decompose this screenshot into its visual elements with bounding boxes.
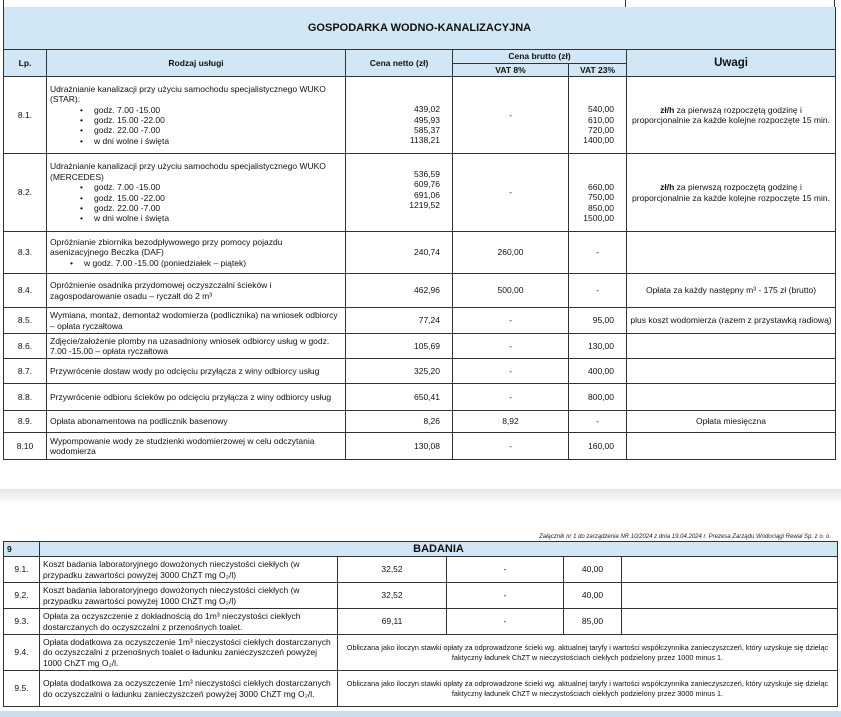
row-lp: 8.4. <box>4 274 47 308</box>
row-vat23: - <box>569 274 627 308</box>
row-net: 69,11 <box>338 609 447 635</box>
row-service: Opłata dodatkowa za oczyszczenie 1m³ nieczystości ciekłych dostarczanych do oczyszczalni o ładunku zanieczyszczeń powyżej 3000 ChZT mg O₂/l. <box>40 671 338 707</box>
row-vat8: - <box>447 583 564 609</box>
table-row <box>4 274 836 308</box>
row-remarks: Opłata miesięczna <box>627 411 836 433</box>
row-remarks <box>627 232 836 274</box>
row-remarks <box>627 154 836 232</box>
row-net: 240,74 <box>346 232 453 274</box>
row-vat8: - <box>453 308 569 334</box>
row-vat23 <box>569 77 627 154</box>
header-vat8: VAT 8% <box>453 64 569 77</box>
bullet-item: • godz. 7.00 -15.00 <box>80 182 342 192</box>
row-service: Zdjęcie/założenie plomby na uzasadniony wniosek odbiorcy usług w godz. 7.00 -15.00 – opłata ryczałtowa <box>47 334 346 359</box>
row-vat23: 40,00 <box>564 557 622 583</box>
table-row <box>4 384 836 411</box>
row-vat8: - <box>453 77 569 154</box>
row-vat23: 160,00 <box>569 433 627 460</box>
row-service: Wypompowanie wody ze studzienki wodomierzowej w celu odczytania wodomierza <box>47 433 346 460</box>
table-row <box>4 308 836 334</box>
net-value: 609,76 <box>414 179 440 190</box>
header-service: Rodzaj usługi <box>47 50 346 77</box>
table-row <box>4 334 836 359</box>
row-service: Opłata dodatkowa za oczyszczenie 1m³ nieczystości ciekłych dostarczanych do oczyszczalni z przenośnych toalet o ładunku zanieczyszczeń powyżej 1000 ChZT mg O₂/l. <box>40 635 338 671</box>
bullet-item: • w dni wolne i święta <box>80 136 342 146</box>
row-vat23: 400,00 <box>569 359 627 384</box>
row-net: 32,52 <box>338 583 447 609</box>
gross-value: 610,00 <box>588 114 614 125</box>
table-row <box>4 671 838 707</box>
net-value: 691,06 <box>414 189 440 200</box>
bullet-item: • w godz. 7.00 -15.00 (poniedziałek – piątek) <box>70 258 342 268</box>
row-lp: 9.1. <box>4 557 40 583</box>
header-remarks: Uwagi <box>627 50 836 77</box>
bullet-item: • godz. 15.00 -22.00 <box>80 193 342 203</box>
header-vat23: VAT 23% <box>569 64 627 77</box>
row-remarks: plus koszt wodomierza (razem z przystawką radiową) <box>627 308 836 334</box>
table-row <box>4 635 838 671</box>
row-remarks <box>627 77 836 154</box>
page-separator <box>0 489 841 503</box>
row-service <box>47 77 346 154</box>
row-lp: 9.3. <box>4 609 40 635</box>
service-title: Udrażnianie kanalizacji przy użyciu samochodu specjalistycznego WUKO (MERCEDES) <box>50 161 326 182</box>
bottom-edge <box>0 711 841 717</box>
row-net: 32,52 <box>338 557 447 583</box>
remarks-unit: zł/h <box>660 104 675 115</box>
row-merged-note: Obliczana jako iloczyn stawki opłaty za odprowadzone ścieki wg. aktualnej taryfy i wartości współczynnika zanieczyszczeń, który uzyskuje się dzieląc faktyczny ładunek ChZT w nieczystościach ciekłych podzielony przez 1000 minus 1. <box>338 635 838 671</box>
row-vat8: - <box>453 334 569 359</box>
bullet-item: • godz. 22.00 -7.00 <box>80 125 342 135</box>
row-remarks <box>627 334 836 359</box>
table-row <box>4 359 836 384</box>
row-service: Opróżnienie osadnika przydomowej oczyszczalni ścieków i zagospodarowanie osadu – ryczałt do 2 m³ <box>47 274 346 308</box>
gross-value: 660,00 <box>588 181 614 192</box>
previous-table-edge <box>3 0 835 7</box>
row-vat23: 85,00 <box>564 609 622 635</box>
row-lp: 8.10 <box>4 433 47 460</box>
row-lp: 8.6. <box>4 334 47 359</box>
water-sewage-table <box>3 7 836 460</box>
row-service: Przywrócenie dostaw wody po odcięciu przyłącza z winy odbiorcy usług <box>47 359 346 384</box>
row-vat23 <box>569 154 627 232</box>
row-lp: 8.9. <box>4 411 47 433</box>
header-gross: Cena brutto (zł) <box>453 50 627 64</box>
row-vat23: 40,00 <box>564 583 622 609</box>
row-remarks <box>627 384 836 411</box>
gross-value: 850,00 <box>588 202 614 213</box>
table-row <box>4 433 836 460</box>
row-net: 462,96 <box>346 274 453 308</box>
table-row <box>4 583 838 609</box>
net-value: 495,93 <box>414 114 440 125</box>
table-row <box>4 154 836 232</box>
row-net: 325,20 <box>346 359 453 384</box>
row-remarks: Opłata za każdy następny m³ - 175 zł (brutto) <box>627 274 836 308</box>
row-lp: 8.1. <box>4 77 47 154</box>
bullet-item: • godz. 22.00 -7.00 <box>80 203 342 213</box>
remarks-text: za pierwszą rozpoczętą godzinę i proporcjonalnie za każde kolejne rozpoczęte 15 min. <box>632 182 830 203</box>
net-value: 439,02 <box>414 104 440 115</box>
row-net: 130,08 <box>346 433 453 460</box>
net-value: 1138,21 <box>409 135 440 146</box>
row-vat23: 95,00 <box>569 308 627 334</box>
row-lp: 8.5. <box>4 308 47 334</box>
bullet-item: • godz. 7.00 -15.00 <box>80 105 342 115</box>
annex-note: Załącznik nr 1 do zarządzenia NR 10/2024 z dnia 19.04.2024 r. Prezesa Zarządu Wodociągi Rewal Sp. z o. o. <box>539 534 831 540</box>
table-row <box>4 557 838 583</box>
bullet-item: • w dni wolne i święta <box>80 213 342 223</box>
row-vat8: 260,00 <box>453 232 569 274</box>
row-service: Koszt badania laboratoryjnego dowożonych nieczystości ciekłych (w przypadku zawartości powyżej 3000 ChZT mg O₂/l) <box>40 557 338 583</box>
net-value: 585,37 <box>414 125 440 135</box>
service-title: Opróżnianie zbiornika bezodpływowego przy pomocy pojazdu asenizacyjnego Beczka (DAF) <box>50 236 283 258</box>
row-lp: 9.4. <box>4 635 40 671</box>
remarks-text: za pierwszą rozpoczętą godzinę i proporcjonalnie za każde kolejne rozpoczęte 15 min. <box>632 104 830 125</box>
gross-value: 750,00 <box>588 192 614 203</box>
row-vat8: - <box>453 384 569 411</box>
bullet-item: • godz. 15.00 -22.00 <box>80 115 342 125</box>
table-row <box>4 232 836 274</box>
row-service: Opłata abonamentowa na podlicznik basenowy <box>47 411 346 433</box>
net-value: 536,59 <box>414 168 440 179</box>
row-lp: 8.3. <box>4 232 47 274</box>
gross-value: 720,00 <box>588 125 614 135</box>
section2-lp: 9 <box>4 542 40 557</box>
table-row <box>4 411 836 433</box>
row-service <box>47 154 346 232</box>
gross-value: 540,00 <box>588 104 614 115</box>
row-remarks <box>627 359 836 384</box>
row-vat23: - <box>569 411 627 433</box>
row-vat8: - <box>453 433 569 460</box>
section-title: GOSPODARKA WODNO-KANALIZACYJNA <box>4 7 836 50</box>
row-net <box>346 77 453 154</box>
gross-value: 1500,00 <box>583 212 614 223</box>
row-service: Opłata za oczyszczenie z dokładnością do 1m³ nieczystości ciekłych dostarczanych do oczyszczalni z przenośnych toalet. <box>40 609 338 635</box>
row-lp: 8.7. <box>4 359 47 384</box>
row-service: Przywrócenie odbioru ścieków po odcięciu przyłącza z winy odbiorcy usług <box>47 384 346 411</box>
row-lp: 8.8. <box>4 384 47 411</box>
row-lp: 8.2. <box>4 154 47 232</box>
gross-value: 1400,00 <box>583 135 614 146</box>
row-service <box>47 232 346 274</box>
section2-header <box>4 542 838 557</box>
row-net: 650,41 <box>346 384 453 411</box>
row-remarks <box>627 433 836 460</box>
row-vat8: 500,00 <box>453 274 569 308</box>
row-remarks <box>622 609 838 635</box>
row-net: 8,26 <box>346 411 453 433</box>
row-net: 77,24 <box>346 308 453 334</box>
row-vat23: 800,00 <box>569 384 627 411</box>
header-net: Cena netto (zł) <box>346 50 453 77</box>
row-remarks <box>622 583 838 609</box>
service-title: Udrażnianie kanalizacji przy użyciu samochodu specjalistycznego WUKO (STAR): <box>50 83 326 105</box>
row-vat8: - <box>447 557 564 583</box>
net-value: 1219,52 <box>409 199 440 210</box>
section2-title: BADANIA <box>40 542 838 557</box>
row-vat8: - <box>447 609 564 635</box>
remarks-unit: zł/h <box>660 182 675 193</box>
row-lp: 9.5. <box>4 671 40 707</box>
row-lp: 9.2. <box>4 583 40 609</box>
row-vat23: 130,00 <box>569 334 627 359</box>
row-vat8: - <box>453 359 569 384</box>
row-net: 105,69 <box>346 334 453 359</box>
row-service: Koszt badania laboratoryjnego dowożonych nieczystości ciekłych (w przypadku zawartości powyżej 1000 ChZT mg O₂/l) <box>40 583 338 609</box>
table-row <box>4 77 836 154</box>
row-merged-note: Obliczana jako iloczyn stawki opłaty za odprowadzone ścieki wg. aktualnej taryfy i wartości współczynnika zanieczyszczeń, który uzyskuje się dzieląc faktyczny ładunek ChZT w nieczystościach ciekłych podzielony przez 3000 minus 1. <box>338 671 838 707</box>
research-table <box>3 541 838 707</box>
header-lp: Lp. <box>4 50 47 77</box>
row-vat23: - <box>569 232 627 274</box>
row-net <box>346 154 453 232</box>
row-service: Wymiana, montaż, demontaż wodomierza (podlicznika) na wniosek odbiorcy – opłata ryczałtowa <box>47 308 346 334</box>
row-vat8: 8,92 <box>453 411 569 433</box>
table-row <box>4 609 838 635</box>
row-remarks <box>622 557 838 583</box>
row-vat8: - <box>453 154 569 232</box>
